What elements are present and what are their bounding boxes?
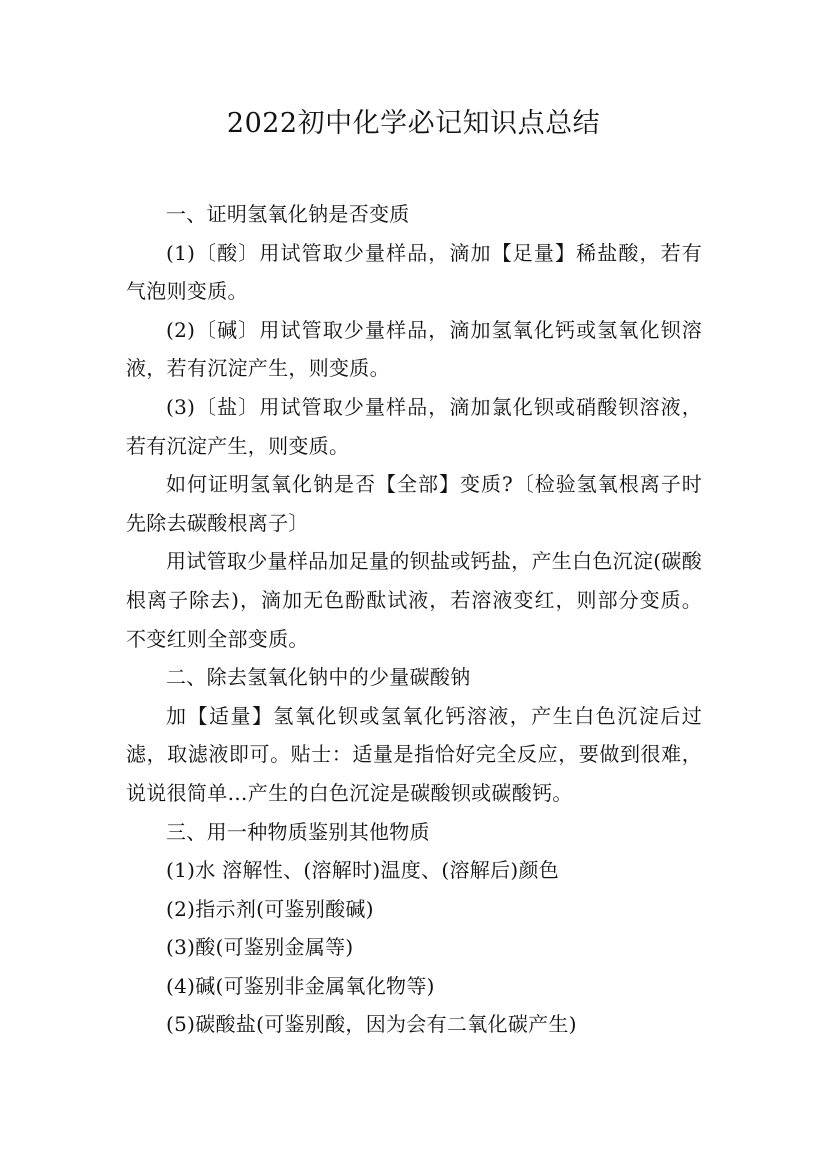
paragraph: (2)〔碱〕用试管取少量样品，滴加氢氧化钙或氢氧化钡溶液，若有沉淀产生，则变质。 bbox=[126, 317, 702, 381]
paragraph: 用试管取少量样品加足量的钡盐或钙盐，产生白色沉淀(碳酸根离子除去)，滴加无色酚酞试液，若溶液变红，则部分变质。不变红则全部变质。 bbox=[126, 549, 702, 651]
list-item: (1)水 溶解性、(溶解时)温度、(溶解后)颜色 bbox=[166, 858, 560, 883]
section-heading-1: 一、证明氢氧化钠是否变质 bbox=[166, 202, 410, 226]
section-heading-3: 三、用一种物质鉴别其他物质 bbox=[166, 819, 430, 844]
list-item: (2)指示剂(可鉴别酸碱) bbox=[166, 896, 374, 921]
list-item: (3)酸(可鉴别金属等) bbox=[166, 935, 354, 960]
document-body bbox=[126, 195, 702, 1044]
paragraph: (3)〔盐〕用试管取少量样品，滴加氯化钡或硝酸钡溶液，若有沉淀产生，则变质。 bbox=[126, 394, 702, 458]
paragraph: 加【适量】氢氧化钡或氢氧化钙溶液，产生白色沉淀后过滤，取滤液即可。贴士：适量是指恰好完全反应，要做到很难，说说很简单…产生的白色沉淀是碳酸钡或碳酸钙。 bbox=[126, 703, 702, 805]
paragraph: (1)〔酸〕用试管取少量样品，滴加【足量】稀盐酸，若有气泡则变质。 bbox=[126, 240, 702, 304]
list-item: (5)碳酸盐(可鉴别酸，因为会有二氧化碳产生) bbox=[166, 1012, 577, 1037]
document-title: 2022初中化学必记知识点总结 bbox=[226, 108, 601, 139]
paragraph: 如何证明氢氧化钠是否【全部】变质?〔检验氢氧根离子时先除去碳酸根离子〕 bbox=[126, 472, 702, 535]
section-heading-2: 二、除去氢氧化钠中的少量碳酸钠 bbox=[166, 665, 471, 690]
list-item: (4)碱(可鉴别非金属氧化物等) bbox=[166, 973, 435, 998]
